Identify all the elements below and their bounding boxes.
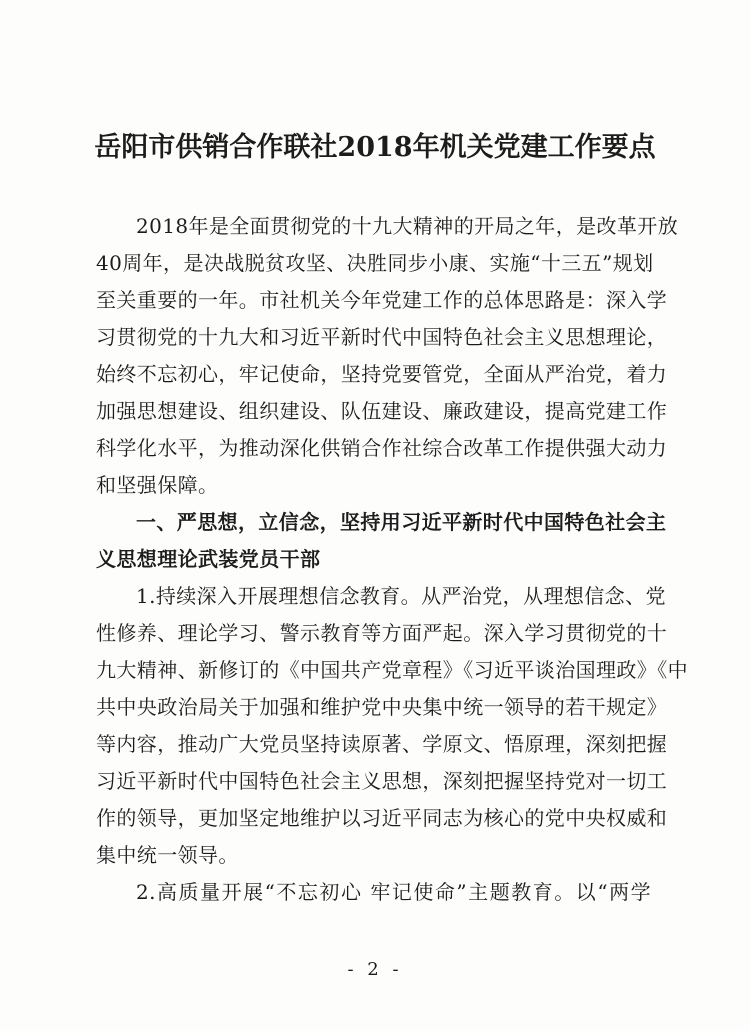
text-line: 科学化水平，为推动深化供销合作社综合改革工作提供强大动力 <box>96 436 668 460</box>
text-line: 2018年是全面贯彻党的十九大精神的开局之年，是改革开放 <box>136 214 679 238</box>
paragraph-intro <box>96 208 679 504</box>
text-line: 1.持续深入开展理想信念教育。从严治党，从理想信念、党 <box>136 584 666 608</box>
text-line: 习贯彻党的十九大和习近平新时代中国特色社会主义思想理论， <box>96 325 668 349</box>
text-line: 作的领导，更加坚定地维护以习近平同志为核心的党中央权威和 <box>96 806 668 830</box>
paragraph-item-2 <box>96 874 651 911</box>
document-body <box>96 208 688 911</box>
text-line: 共中央政治局关于加强和维护党中央集中统一领导的若干规定》 <box>96 695 668 719</box>
section-heading-1 <box>96 504 667 578</box>
text-line: 九大精神、新修订的《中国共产党章程》《习近平谈治国理政》《中 <box>96 658 688 682</box>
text-line: 2.高质量开展“不忘初心 牢记使命”主题教育。以“两学 <box>136 880 651 904</box>
page-number: - 2 - <box>347 959 403 980</box>
text-line: 等内容，推动广大党员坚持读原著、学原文、悟原理，深刻把握 <box>96 732 668 756</box>
text-line: 集中统一领导。 <box>96 843 239 867</box>
text-line: 性修养、理论学习、警示教育等方面严起。深入学习贯彻党的十 <box>96 621 668 645</box>
heading-line: 一、严思想，立信念，坚持用习近平新时代中国特色社会主 <box>136 510 667 534</box>
document-title: 岳阳市供销合作联社2018年机关党建工作要点 <box>94 132 656 163</box>
text-line: 至关重要的一年。市社机关今年党建工作的总体思路是：深入学 <box>96 288 668 312</box>
text-line: 加强思想建设、组织建设、队伍建设、廉政建设，提高党建工作 <box>96 399 668 423</box>
text-line: 始终不忘初心，牢记使命，坚持党要管党，全面从严治党，着力 <box>96 362 668 386</box>
paragraph-item-1 <box>96 578 688 874</box>
text-line: 和坚强保障。 <box>96 473 219 497</box>
text-line: 40周年，是决战脱贫攻坚、决胜同步小康、实施“十三五”规划 <box>96 251 654 275</box>
heading-line: 义思想理论武装党员干部 <box>96 547 321 571</box>
text-line: 习近平新时代中国特色社会主义思想，深刻把握坚持党对一切工 <box>96 769 668 793</box>
